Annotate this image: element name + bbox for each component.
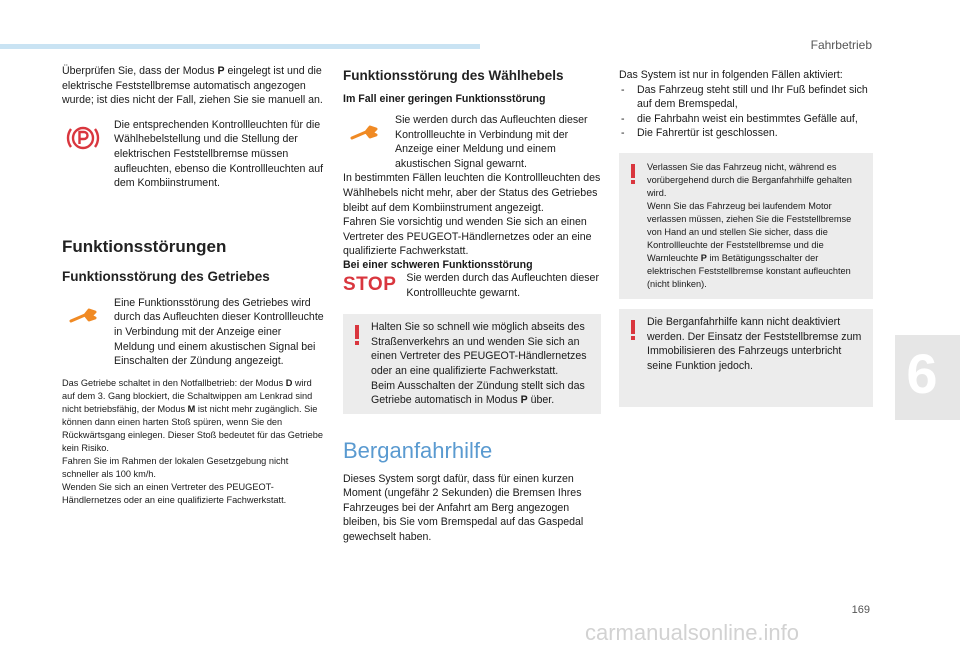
major-fault-text: Sie werden durch das Aufleuchten dieser Kontrollleuchte gewarnt. (406, 271, 599, 299)
faults-heading: Funktionsstörungen (62, 236, 227, 256)
list-item: - Das Fahrzeug steht still und Ihr Fuß befindet sich auf dem Bremspedal, (619, 83, 873, 112)
wrench-icon (62, 296, 104, 336)
column-middle (343, 64, 601, 545)
activation-intro: Das System ist nur in folgenden Fällen aktiviert: (619, 69, 843, 81)
major-fault-row (343, 271, 601, 300)
gearbox-fault-heading: Funktionsstörung des Getriebes (62, 268, 270, 284)
minor-fault-advice: Fahren Sie vorsichtig und wenden Sie sich an einen Vertreter des PEUGEOT-Händlernetzes oder an eine qualifizierte Fachwerkstatt. (343, 216, 592, 258)
gearbox-fault-text: Eine Funktionsstörung des Getriebes wird durch das Aufleuchten dieser Kontrollleuchte in Verbindung mit der Anzeige einer Meldung und einem akustischen Signal bei Einschalten der Zündung angezeigt. (114, 296, 324, 368)
stop-warning-box: Halten Sie so schnell wie möglich abseits des Straßenverkehrs an und wenden Sie sich an einen Vertreter des PEUGEOT-Händlernetzes oder an eine qualifizierte Fachwerkstatt. Beim Ausschalten der Zündung stellt sich das Getriebe automatisch in Modus P über. (343, 314, 601, 414)
minor-fault-follow: In bestimmten Fällen leuchten die Kontrollleuchten des Wählhebels nicht mehr, aber der Status des Getriebes bleibt auf dem Kombiinstrument angezeigt. (343, 172, 601, 214)
column-left (62, 64, 324, 507)
exclamation-icon (627, 319, 639, 341)
exclamation-icon (627, 163, 639, 185)
minor-fault-text: Sie werden durch das Aufleuchten dieser Kontrollleuchte in Verbindung mit der Anzeige einer Meldung und einem akustischen Signal gewarnt. (395, 114, 588, 170)
selector-fault-heading: Funktionsstörung des Wählhebels (343, 68, 564, 83)
chapter-tab (895, 335, 960, 420)
parking-brake-warning-icon (62, 118, 104, 158)
hill-hold-warning-box: Verlassen Sie das Fahrzeug nicht, während es vorübergehend durch die Berganfahrhilfe gehalten wird. Wenn Sie das Fahrzeug bei laufendem Motor verlassen müssen, ziehen Sie die Feststellbremse von Hand an und stellen Sie sicher, dass die Kontrollleuchte der Feststellbremse und die Warnleuchte P im Betätigungsschalter der elektrischen Feststellbremse konstant aufleuchten (nicht blinken). (619, 153, 873, 299)
intro-paragraph: Überprüfen Sie, dass der Modus P eingelegt ist und die elektrische Feststellbremse automatisch angezogen wurde; ist dies nicht der Fall, ziehen Sie sie manuell an. (62, 65, 323, 107)
deactivation-warning-box: Die Berganfahrhilfe kann nicht deaktiviert werden. Der Einsatz der Feststellbremse zum Immobilisieren des Fahrzeugs unterbricht seine Funktion jedoch. (619, 309, 873, 407)
list-item: - die Fahrbahn weist ein bestimmtes Gefälle auf, (619, 112, 873, 127)
emergency-mode-note: Das Getriebe schaltet in den Notfallbetrieb: der Modus D wird auf dem 3. Gang blockiert, die Schaltwippen am Lenkrad sind nicht betriebsfähig, der Modus M ist nicht mehr zugänglich. Sie können dann einen harten Stoß spüren, wenn Sie den Rückwärtsgang einlegen. Dieser Stoß bedeutet für das Getriebe kein Risiko. Fahren Sie im Rahmen der lokalen Gesetzgebung nicht schneller als 100 km/h. Wenden Sie sich an einen Vertreter des PEUGEOT-Händlernetzes oder an eine qualifizierte Fachwerkstatt. (62, 377, 323, 505)
header-bar (0, 44, 480, 49)
parking-brake-row (62, 118, 324, 191)
page-number: 169 (851, 604, 870, 616)
stop-warning-icon: STOP (343, 273, 397, 295)
watermark: carmanualsonline.info (585, 620, 800, 645)
parking-brake-text: Die entsprechenden Kontrollleuchten für die Wählhebelstellung und die Stellung der elektrischen Feststellbremse müssen aufleuchten, ebenso die Kontrollleuchten auf dem Kombiinstrument. (114, 118, 324, 190)
chapter-number: 6 (906, 342, 938, 405)
exclamation-icon (351, 324, 363, 346)
major-fault-heading: Bei einer schweren Funktionsstörung (343, 258, 533, 271)
minor-fault-heading: Im Fall einer geringen Funktionsstörung (343, 93, 546, 105)
activation-conditions (619, 83, 873, 141)
gearbox-fault-row (62, 296, 324, 369)
list-item: - Die Fahrertür ist geschlossen. (619, 126, 873, 141)
column-right (619, 64, 873, 407)
minor-fault-row (343, 113, 601, 171)
section-title: Fahrbetrieb (810, 38, 872, 52)
hill-start-text: Dieses System sorgt dafür, dass für einen kurzen Moment (ungefähr 2 Sekunden) die Bremsen Ihres Fahrzeuges bei der Anfahrt am Berg angezogen bleiben, bis Sie vom Bremspedal auf das Gaspedal gewechselt haben. (343, 472, 584, 544)
hill-start-heading: Berganfahrhilfe (343, 437, 493, 463)
wrench-icon (343, 113, 385, 153)
